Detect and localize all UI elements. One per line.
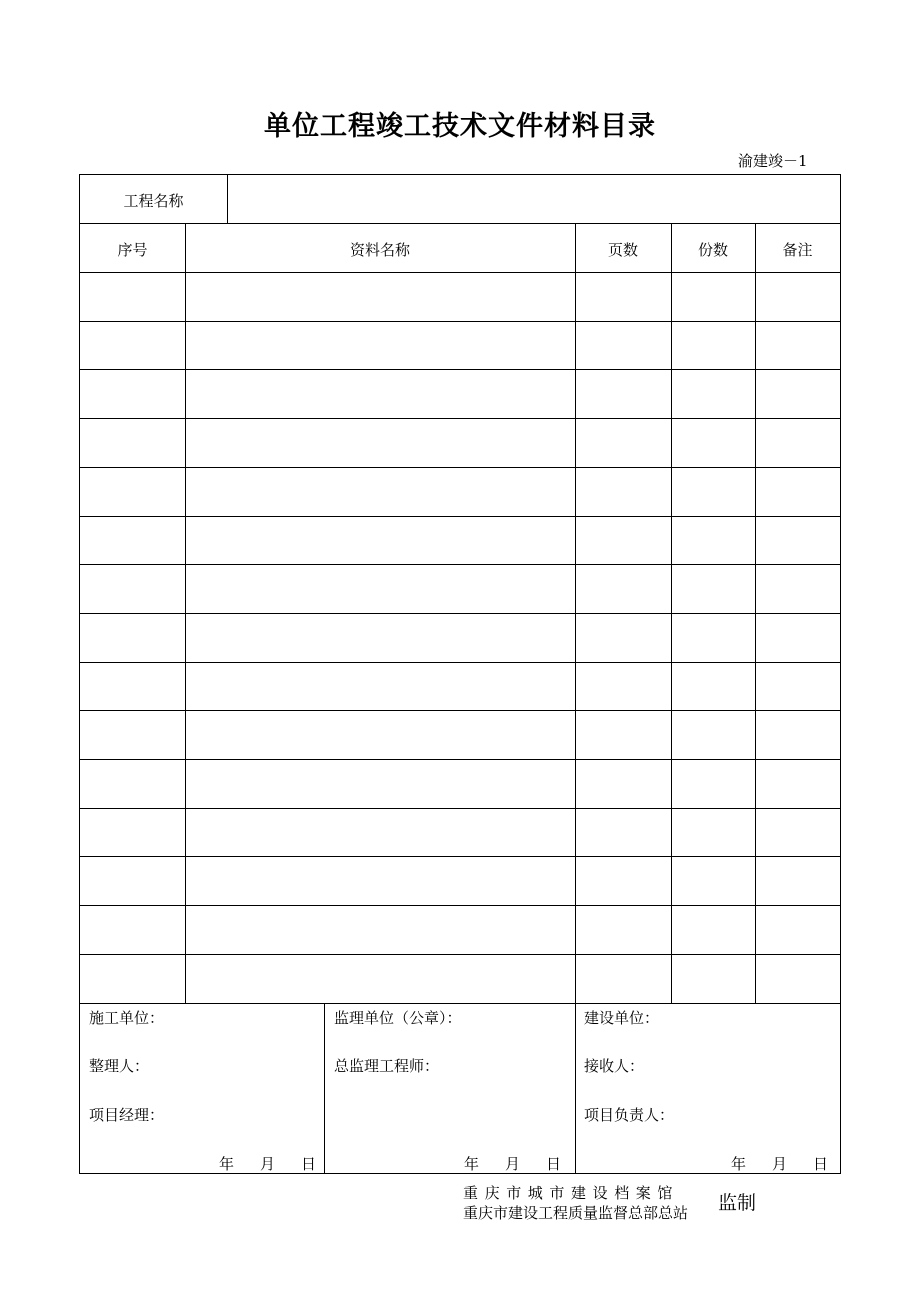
- date-line-construction: [219, 1153, 316, 1174]
- table-cell[interactable]: [575, 578, 671, 598]
- table-cell[interactable]: [185, 870, 575, 890]
- table-cell[interactable]: [671, 578, 755, 598]
- table-cell[interactable]: [80, 578, 185, 598]
- table-cell[interactable]: [671, 286, 755, 306]
- archive-name: 重庆市城市建设档案馆: [463, 1184, 680, 1202]
- table-cell[interactable]: [575, 724, 671, 744]
- table-row: [80, 369, 840, 370]
- table-cell[interactable]: [185, 968, 575, 988]
- table-row: [80, 905, 840, 906]
- table-cell[interactable]: [80, 286, 185, 306]
- column-header-copies: 份数: [697, 241, 728, 259]
- day-label: 日: [546, 1155, 562, 1173]
- table-cell[interactable]: [671, 481, 755, 501]
- table-cell[interactable]: [755, 432, 840, 452]
- receiver-label: 接收人：: [584, 1057, 645, 1075]
- column-header-material-name: 资料名称: [349, 241, 410, 259]
- divider: [80, 272, 840, 273]
- table-cell[interactable]: [185, 383, 575, 403]
- quality-station-name: 重庆市建设工程质量监督总部总站: [463, 1204, 689, 1222]
- table-cell[interactable]: [755, 676, 840, 696]
- day-label: 日: [301, 1155, 317, 1173]
- table-row: [80, 710, 840, 711]
- construction-unit-label: 施工单位：: [89, 1009, 165, 1027]
- table-row: [80, 1003, 840, 1004]
- client-unit-label: 建设单位：: [584, 1009, 660, 1027]
- table-cell[interactable]: [671, 432, 755, 452]
- project-leader-label: 项目负责人：: [584, 1106, 675, 1124]
- document-title: 单位工程竣工技术文件材料目录: [264, 111, 656, 142]
- table-cell[interactable]: [575, 919, 671, 939]
- project-name-label: 工程名称: [123, 192, 184, 210]
- table-cell[interactable]: [755, 481, 840, 501]
- table-cell[interactable]: [575, 383, 671, 403]
- table-cell[interactable]: [80, 724, 185, 744]
- table-cell[interactable]: [185, 676, 575, 696]
- table-cell[interactable]: [755, 870, 840, 890]
- table-cell[interactable]: [575, 530, 671, 550]
- table-cell[interactable]: [755, 724, 840, 744]
- table-cell[interactable]: [755, 286, 840, 306]
- table-row: [80, 564, 840, 565]
- table-cell[interactable]: [575, 481, 671, 501]
- date-line-supervision: [464, 1153, 561, 1174]
- table-cell[interactable]: [80, 383, 185, 403]
- table-row: [80, 808, 840, 809]
- table-cell[interactable]: [185, 432, 575, 452]
- table-cell[interactable]: [80, 676, 185, 696]
- month-label: 月: [260, 1155, 276, 1173]
- table-cell[interactable]: [185, 481, 575, 501]
- table-cell[interactable]: [80, 432, 185, 452]
- table-cell[interactable]: [671, 822, 755, 842]
- month-label: 月: [772, 1155, 788, 1173]
- table-row: [80, 954, 840, 955]
- table-cell[interactable]: [185, 335, 575, 355]
- table-cell[interactable]: [575, 968, 671, 988]
- catalog-form: [79, 174, 841, 1174]
- table-cell[interactable]: [671, 919, 755, 939]
- table-cell[interactable]: [575, 773, 671, 793]
- table-row: [80, 856, 840, 857]
- table-cell[interactable]: [755, 773, 840, 793]
- table-cell[interactable]: [755, 968, 840, 988]
- table-cell[interactable]: [80, 773, 185, 793]
- column-header-remarks: 备注: [782, 241, 813, 259]
- table-cell[interactable]: [671, 870, 755, 890]
- table-cell[interactable]: [671, 676, 755, 696]
- divider: [324, 1003, 325, 1173]
- divider: [80, 223, 840, 224]
- table-row: [80, 321, 840, 322]
- table-cell[interactable]: [185, 822, 575, 842]
- divider: [227, 175, 228, 223]
- table-cell[interactable]: [185, 578, 575, 598]
- table-cell[interactable]: [755, 822, 840, 842]
- table-cell[interactable]: [671, 335, 755, 355]
- year-label: 年: [219, 1155, 235, 1173]
- day-label: 日: [813, 1155, 829, 1173]
- table-cell[interactable]: [575, 286, 671, 306]
- column-header-pages: 页数: [607, 241, 638, 259]
- table-cell[interactable]: [755, 578, 840, 598]
- table-row: [80, 418, 840, 419]
- table-cell[interactable]: [80, 335, 185, 355]
- table-cell[interactable]: [80, 919, 185, 939]
- table-cell[interactable]: [80, 822, 185, 842]
- table-cell[interactable]: [755, 383, 840, 403]
- project-manager-label: 项目经理：: [89, 1106, 165, 1124]
- table-cell[interactable]: [755, 530, 840, 550]
- project-name-value[interactable]: [240, 190, 820, 210]
- table-cell[interactable]: [575, 822, 671, 842]
- table-cell[interactable]: [185, 724, 575, 744]
- table-cell[interactable]: [671, 530, 755, 550]
- table-cell[interactable]: [80, 968, 185, 988]
- table-cell[interactable]: [575, 870, 671, 890]
- table-row: [80, 759, 840, 760]
- table-cell[interactable]: [575, 627, 671, 647]
- table-cell[interactable]: [185, 286, 575, 306]
- supervised-mark: 监制: [718, 1192, 757, 1214]
- table-cell[interactable]: [671, 773, 755, 793]
- month-label: 月: [505, 1155, 521, 1173]
- table-cell[interactable]: [575, 335, 671, 355]
- table-cell[interactable]: [575, 432, 671, 452]
- table-cell[interactable]: [80, 627, 185, 647]
- table-cell[interactable]: [575, 676, 671, 696]
- table-cell[interactable]: [671, 968, 755, 988]
- chief-supervisor-label: 总监理工程师：: [334, 1057, 440, 1075]
- year-label: 年: [464, 1155, 480, 1173]
- table-cell[interactable]: [80, 530, 185, 550]
- form-code: 渝建竣－1: [738, 152, 808, 170]
- table-cell[interactable]: [755, 627, 840, 647]
- table-cell[interactable]: [755, 919, 840, 939]
- table-cell[interactable]: [185, 919, 575, 939]
- date-line-client: [731, 1153, 828, 1174]
- organizer-label: 整理人：: [89, 1057, 150, 1075]
- divider: [575, 1003, 576, 1173]
- table-cell[interactable]: [671, 724, 755, 744]
- year-label: 年: [731, 1155, 747, 1173]
- column-header-index: 序号: [117, 241, 148, 259]
- table-cell[interactable]: [185, 627, 575, 647]
- supervision-unit-label: 监理单位（公章）：: [334, 1009, 462, 1027]
- table-row: [80, 613, 840, 614]
- table-row: [80, 516, 840, 517]
- table-row: [80, 662, 840, 663]
- table-cell[interactable]: [185, 773, 575, 793]
- table-cell[interactable]: [755, 335, 840, 355]
- table-cell[interactable]: [671, 383, 755, 403]
- table-cell[interactable]: [185, 530, 575, 550]
- table-cell[interactable]: [80, 870, 185, 890]
- table-row: [80, 467, 840, 468]
- table-cell[interactable]: [671, 627, 755, 647]
- table-cell[interactable]: [80, 481, 185, 501]
